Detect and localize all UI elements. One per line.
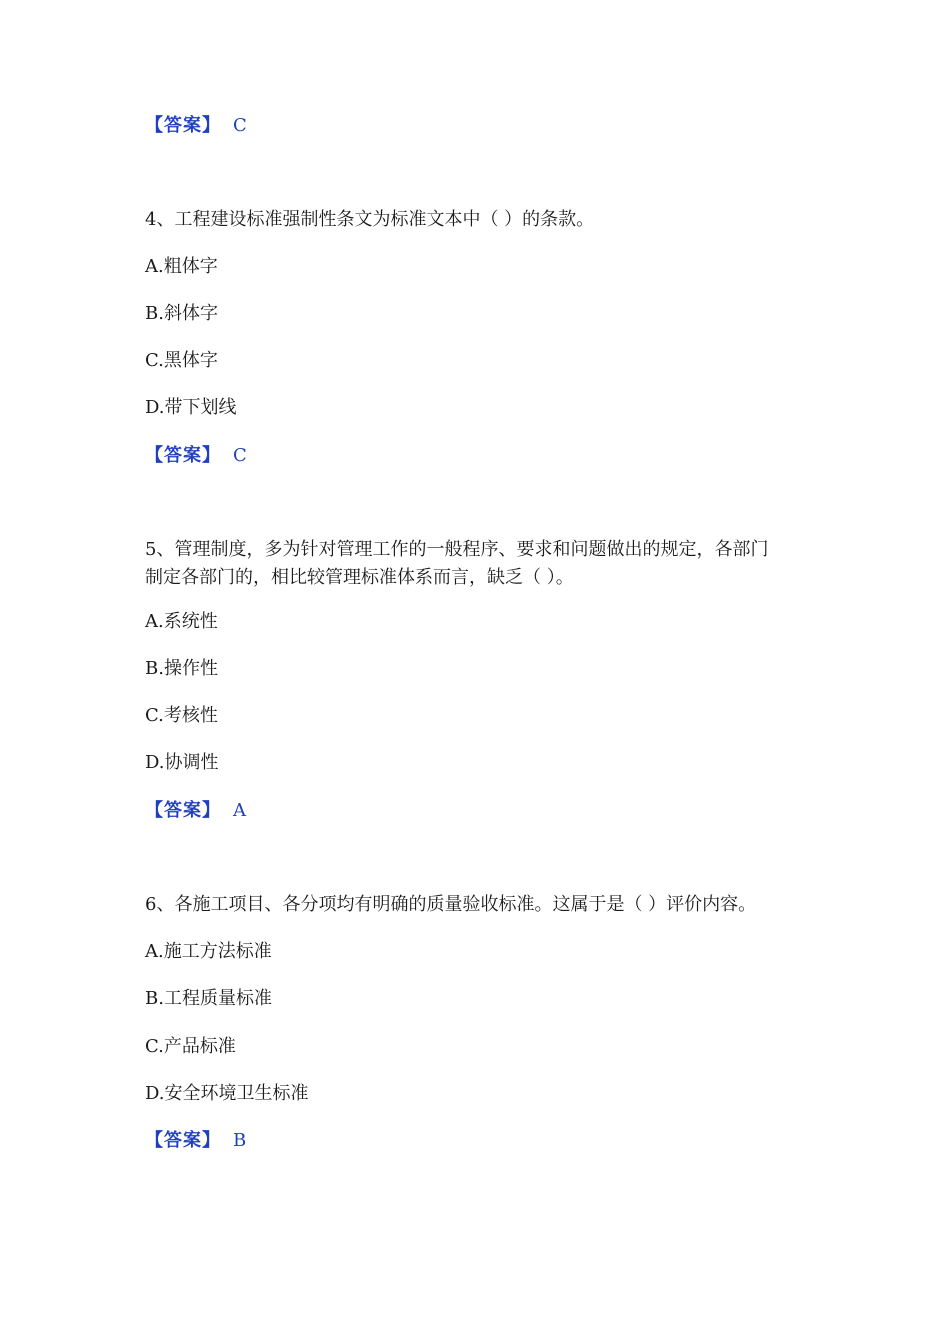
question-5-answer [145, 799, 246, 823]
answer-label: 【答案】 [145, 1130, 221, 1151]
question-4-answer [145, 444, 247, 468]
answer-label: 【答案】 [145, 800, 221, 821]
question-5-option-c: C.考核性 [145, 705, 218, 726]
answer-line [145, 114, 247, 138]
question-4-option-b: B.斜体字 [145, 303, 218, 324]
question-6-option-a: A.施工方法标准 [145, 941, 272, 962]
answer-label: 【答案】 [145, 115, 221, 136]
question-5-option-d: D.协调性 [145, 752, 219, 773]
question-6-text: 6、各施工项目、各分项均有明确的质量验收标准。这属于是（ ）评价内容。 [145, 894, 757, 915]
question-4-option-a: A.粗体字 [145, 256, 218, 277]
question-4-option-c: C.黑体字 [145, 350, 218, 371]
answer-value: C [233, 115, 247, 136]
answer-value: B [233, 1130, 247, 1151]
question-4-text: 4、工程建设标准强制性条文为标准文本中（ ）的条款。 [145, 209, 595, 230]
answer-value: A [233, 800, 246, 821]
question-5-option-a: A.系统性 [145, 611, 218, 632]
question-5-option-b: B.操作性 [145, 658, 218, 679]
question-5-text-line-1: 5、管理制度，多为针对管理工作的一般程序、要求和问题做出的规定，各部门 [145, 539, 769, 560]
question-5-text-line-2: 制定各部门的，相比较管理标准体系而言，缺乏（ ）。 [145, 567, 574, 588]
question-6-option-b: B.工程质量标准 [145, 988, 272, 1009]
question-6-answer [145, 1129, 246, 1153]
question-4-option-d: D.带下划线 [145, 397, 237, 418]
answer-label: 【答案】 [145, 445, 221, 466]
question-6-option-d: D.安全环境卫生标准 [145, 1083, 309, 1104]
question-6-option-c: C.产品标准 [145, 1036, 236, 1057]
answer-value: C [233, 445, 247, 466]
